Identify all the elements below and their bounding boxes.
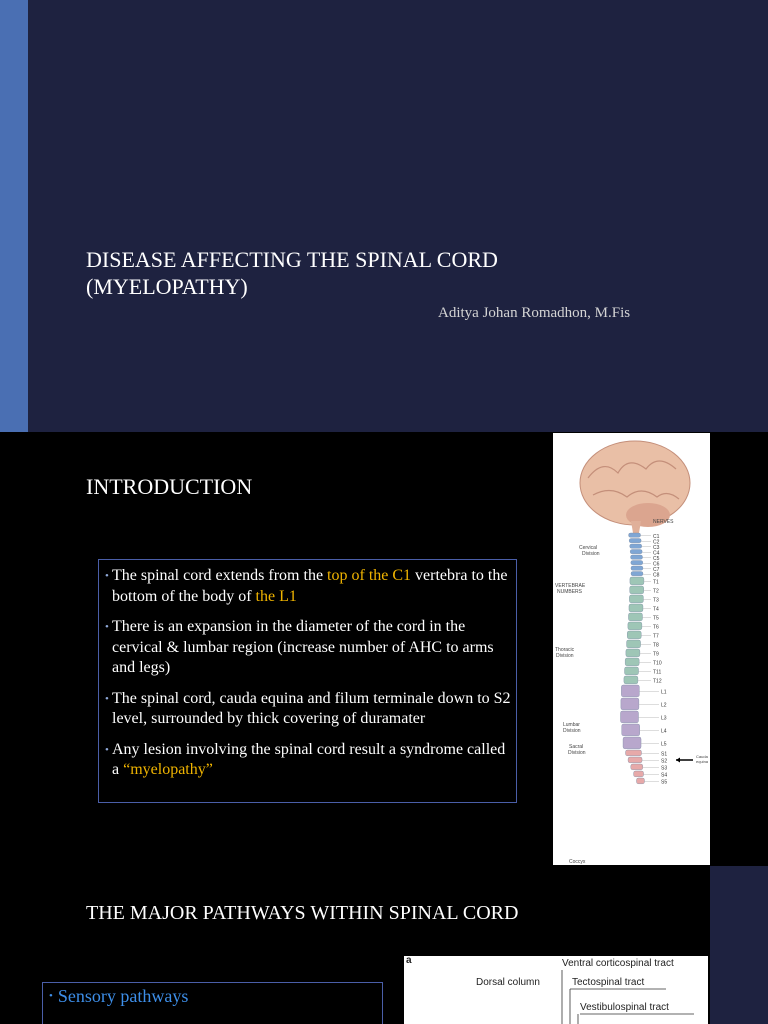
slide-title	[86, 246, 498, 300]
vertebra	[622, 724, 640, 736]
bullet-text: Any lesion involving the spinal cord result a syndrome called a	[112, 740, 506, 778]
bullet-text: Sensory pathways	[57, 986, 189, 1006]
title-line-1: DISEASE AFFECTING THE SPINAL CORD	[86, 247, 498, 272]
label-sacral: Sacral	[569, 744, 584, 750]
bullet-box	[98, 559, 517, 803]
vertebra	[634, 771, 644, 777]
vertebra	[627, 640, 641, 648]
vertebra	[625, 658, 639, 666]
level-label: C5	[653, 555, 660, 562]
bullet-item	[105, 566, 512, 607]
label-lumbar: Lumbar	[563, 722, 580, 728]
bullet-icon: •	[105, 743, 109, 756]
level-label: C7	[653, 566, 660, 573]
bullet-text: vertebra to the bottom of the body of	[112, 567, 508, 605]
vertebra	[631, 561, 643, 565]
highlight-text: “myelopathy”	[123, 761, 213, 778]
label-cauda: Cauda	[696, 754, 708, 759]
vertebra	[636, 778, 644, 784]
bullet-text: The spinal cord extends from the	[112, 567, 328, 584]
label-numbers: NUMBERS	[557, 589, 583, 595]
level-label: C3	[653, 544, 660, 551]
bullet-text: There is an expansion in the diameter of the cord in the cervical & lumbar region (increase number of AHC to arms and legs)	[112, 618, 494, 676]
vertebra	[621, 698, 639, 710]
vertebra	[626, 750, 642, 756]
vertebra	[628, 757, 642, 763]
vertebra	[630, 544, 642, 548]
accent-bar	[0, 0, 28, 432]
title-line-2: (MYELOPATHY)	[86, 274, 248, 299]
level-label: T10	[653, 660, 662, 667]
vertebra	[631, 555, 643, 559]
level-label: T4	[653, 606, 659, 613]
level-label: S2	[661, 758, 668, 765]
level-label: T8	[653, 642, 659, 649]
vertebra	[631, 764, 643, 770]
bullet-list	[99, 560, 516, 781]
level-label: T6	[653, 624, 659, 631]
label-nerves: NERVES	[653, 519, 674, 525]
spine-illustration	[553, 433, 710, 865]
bullet-box	[42, 982, 383, 1024]
level-label: S1	[661, 751, 668, 758]
label-ventral-corticospinal: Ventral corticospinal tract	[562, 958, 674, 969]
vertebra	[630, 577, 644, 585]
vertebra	[624, 676, 638, 684]
level-label: T2	[653, 588, 659, 595]
level-label: T5	[653, 615, 659, 622]
vertebra	[626, 649, 640, 657]
level-label: C8	[653, 572, 660, 579]
label-division: Division	[556, 653, 574, 659]
level-label: T7	[653, 633, 659, 640]
level-label: T12	[653, 678, 662, 685]
introduction-slide	[0, 432, 768, 866]
bullet-item	[105, 617, 512, 679]
vertebra	[625, 667, 639, 675]
level-label: S3	[661, 765, 668, 772]
bullet-icon: •	[105, 692, 109, 705]
cauda-arrow-head	[676, 758, 680, 763]
slide-title: INTRODUCTION	[86, 474, 253, 499]
vertebra	[628, 622, 642, 630]
level-label: S5	[661, 779, 668, 786]
bullet-icon: •	[105, 570, 109, 582]
level-label: L2	[661, 702, 667, 709]
label-thoracic: Thoracic	[555, 647, 575, 653]
bullet-item	[105, 689, 512, 730]
level-label: C4	[653, 550, 660, 557]
level-label: T11	[653, 669, 662, 676]
label-cervical: Cervical	[579, 545, 598, 551]
vertebra	[629, 604, 643, 612]
spinal-cord-figure	[553, 433, 710, 865]
author-name: Aditya Johan Romadhon, M.Fis	[438, 305, 631, 321]
highlight-text: top of the C1	[327, 567, 412, 584]
bullet-item	[49, 986, 188, 1007]
vertebra	[628, 613, 642, 621]
label-tectospinal: Tectospinal tract	[572, 977, 645, 988]
vertebra	[629, 533, 641, 537]
label-division: Division	[563, 728, 581, 734]
highlight-text: the L1	[255, 587, 297, 605]
label-equina: equina	[696, 759, 709, 764]
level-label: T1	[653, 579, 659, 586]
next-slide-edge	[710, 866, 768, 1024]
label-division: Division	[582, 551, 600, 557]
vertebra	[630, 550, 642, 554]
pathways-figure	[404, 956, 708, 1024]
bullet-icon: •	[105, 621, 109, 633]
vertebra	[623, 737, 641, 749]
bullet-icon: •	[49, 990, 53, 1002]
level-label: L1	[661, 689, 667, 696]
vertebra	[630, 586, 644, 594]
vertebra	[621, 685, 639, 697]
level-label: T3	[653, 597, 659, 604]
vertebra	[629, 539, 641, 543]
vertebra	[629, 595, 643, 603]
vertebra	[631, 566, 643, 570]
figure-label: a	[406, 956, 412, 966]
label-coccyx: Coccyx	[569, 859, 586, 865]
pathways-slide	[0, 866, 768, 1024]
label-vertebrae: VERTEBRAE	[555, 583, 586, 589]
bullet-text: The spinal cord, cauda equina and filum terminale down to S2 level, surrounded by thick covering of duramater	[112, 689, 511, 727]
level-label: T9	[653, 651, 659, 658]
pathway-leader-lines	[404, 956, 708, 1024]
level-label: C2	[653, 539, 660, 546]
vertebra	[631, 572, 643, 576]
level-label: L3	[661, 715, 667, 722]
title-slide	[0, 0, 768, 432]
label-division: Division	[568, 750, 586, 756]
level-label: C1	[653, 533, 660, 540]
level-label: S4	[661, 772, 668, 779]
label-vestibulospinal: Vestibulospinal tract	[580, 1002, 669, 1013]
level-label: L5	[661, 741, 667, 748]
vertebra	[620, 711, 638, 723]
vertebra	[627, 631, 641, 639]
level-label: C6	[653, 561, 660, 568]
bullet-item	[105, 740, 512, 781]
label-dorsal-column: Dorsal column	[476, 977, 540, 988]
level-label: L4	[661, 728, 667, 735]
slide-title: THE MAJOR PATHWAYS WITHIN SPINAL CORD	[86, 902, 519, 924]
